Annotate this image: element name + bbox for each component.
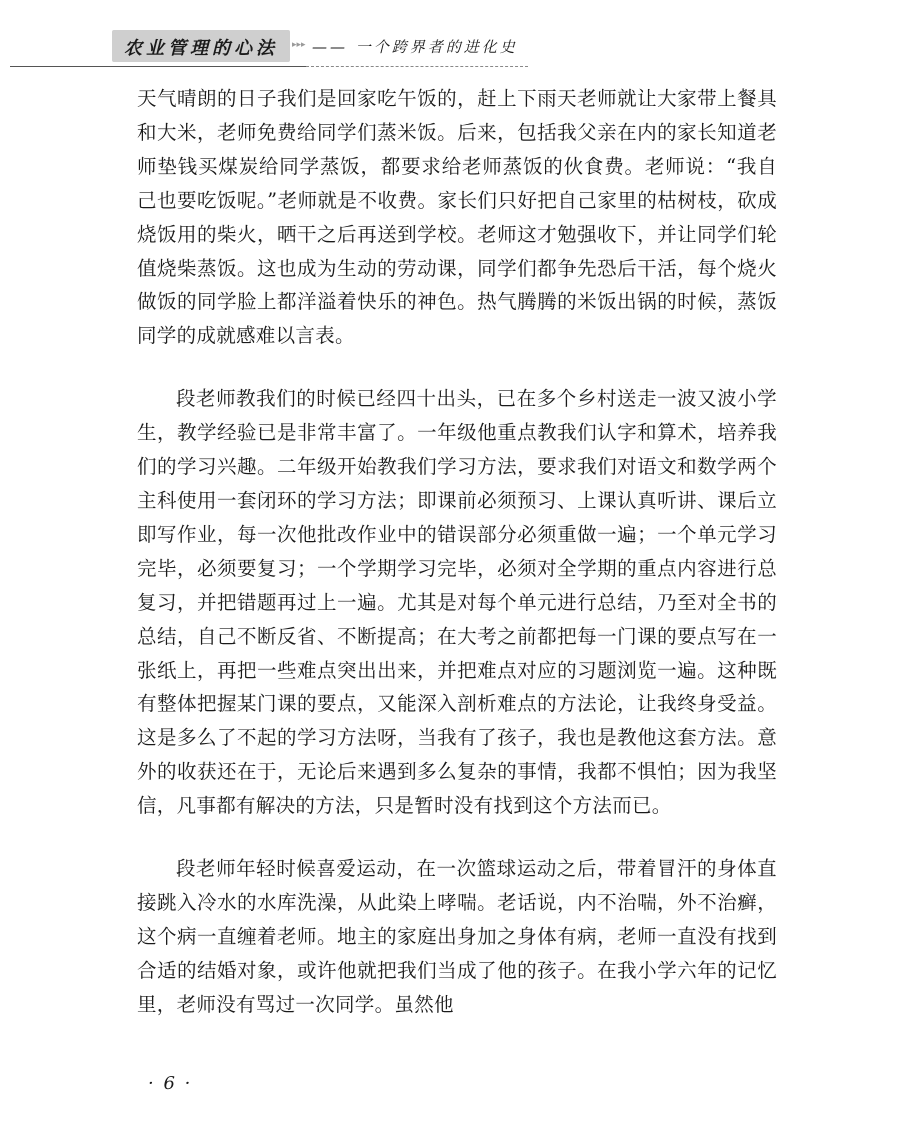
book-title: 农业管理的心法 (124, 38, 278, 59)
paragraph: 段老师年轻时候喜爱运动，在一次篮球运动之后，带着冒汗的身体直接跳入冷水的水库洗澡，从此染上哮喘。老话说，内不治喘，外不治癣，这个病一直缠着老师。地主的家庭出身加之身体有病，老师一直没有找到合适的结婚对象，或许他就把我们当成了他的孩子。在我小学六年的记忆里，老师没有骂过一次同学。虽然他 (137, 857, 777, 1016)
header-rule (10, 66, 306, 67)
book-subtitle: —— 一个跨界者的进化史 (312, 38, 518, 56)
arrow-decoration-icon: ▸▸▸ (292, 40, 306, 50)
paragraph: 段老师教我们的时候已经四十出头，已在多个乡村送走一波又波小学生，教学经验已是非常丰富了。一年级他重点教我们认字和算术，培养我们的学习兴趣。二年级开始教我们学习方法，要求我们对语文和数学两个主科使用一套闭环的学习方法；即课前必须预习、上课认真听讲、课后立即写作业，每一次他批改作业中的错误部分必须重做一遍；一个单元学习完毕，必须要复习；一个学期学习完毕，必须对全学期的重点内容进行总复习，并把错题再过上一遍。尤其是对每个单元进行总结，乃至对全书的总结，自己不断反省、不断提高；在大考之前都把每一门课的要点写在一张纸上，再把一些难点突出出来，并把难点对应的习题浏览一遍。这种既有整体把握某门课的要点，又能深入剖析难点的方法论，让我终身受益。这是多么了不起的学习方法呀，当我有了孩子，我也是教他这套方法。意外的收获还在于，无论后来遇到多么复杂的事情，我都不惧怕；因为我坚信，凡事都有解决的方法，只是暂时没有找到这个方法而已。 (137, 387, 777, 818)
body-text (137, 82, 777, 1022)
paragraph: 天气晴朗的日子我们是回家吃午饭的，赶上下雨天老师就让大家带上餐具和大米，老师免费给同学们蒸米饭。后来，包括我父亲在内的家长知道老师垫钱买煤炭给同学蒸饭，都要求给老师蒸饭的伙食费。老师说：“我自己也要吃饭呢。”老师就是不收费。家长们只好把自己家里的枯树枝，砍成烧饭用的柴火，晒干之后再送到学校。老师这才勉强收下，并让同学们轮值烧柴蒸饭。这也成为生动的劳动课，同学们都争先恐后干活，每个烧火做饭的同学脸上都洋溢着快乐的神色。热气腾腾的米饭出锅的时候，蒸饭同学的成就感难以言表。 (137, 87, 777, 348)
running-header (0, 0, 904, 80)
header-dashed-rule (306, 66, 528, 67)
page-number: · 6 · (148, 1073, 193, 1094)
